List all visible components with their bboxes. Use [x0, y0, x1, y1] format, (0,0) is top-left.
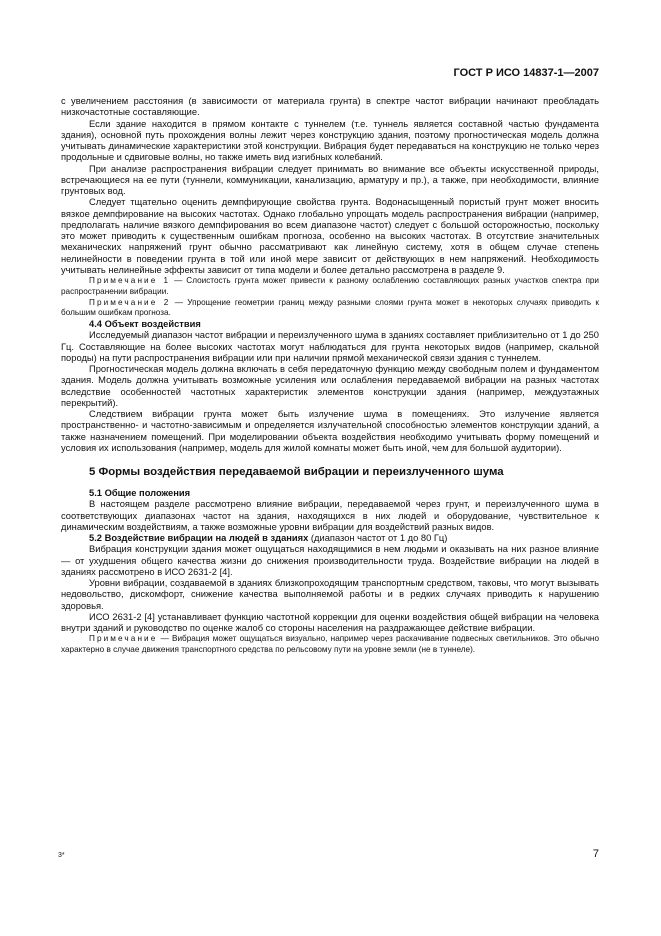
paragraph: Вибрация конструкции здания может ощущаться находящимися в нем людьми и оказывать на них разное влияние — от ухудшения общего качества жизни до снижения производительности труда. Воздействие вибрации на людей в зданиях рассмотрено в ИСО 2631-2 [4]. [61, 544, 599, 577]
paragraph: Если здание находится в прямом контакте с туннелем (т.е. туннель является составной частью фундамента здания), основной путь прохождения волны лежит через конструкцию здания, поэтому прогностическая модель должна учитывать динамические характеристики этой конструкции. Вибрация будет передаваться на конструкцию не только через продольные и сдвиговые волны, но также иметь вид изгибных колебаний. [61, 118, 599, 163]
paragraph: Прогностическая модель должна включать в себя передаточную функцию между свободным полем и фундаментом здания. Модель должна учитывать возможные усиления или ослабления передаваемой вибрации на разных частотах вследствие особенностей частотных характеристик элементов конструкции здания (например, междуэтажных перекрытий). [61, 364, 599, 408]
note-text: — Вибрация может ощущаться визуально, например через раскачивание подвесных светильников. Это обычно характерно в случае движения транспортного средства по рельсовому пути на уровне земли (не в туннеле). [61, 634, 599, 655]
document-id-header: ГОСТ Р ИСО 14837-1—2007 [453, 67, 599, 79]
sheet-mark: 3* [58, 852, 65, 859]
subsection-heading: 4.4 Объект воздействия [89, 319, 201, 330]
note-text: — Упрощение геометрии границ между разными слоями грунта может в некоторых случаях приводить к большим ошибкам прогноза. [61, 297, 599, 318]
note-label: Примечание 1 [89, 276, 171, 285]
note [61, 276, 599, 298]
paragraph: Следует тщательно оценить демпфирующие свойства грунта. Водонасыщенный пористый грунт может вносить вязкое демпфирование на высоких частотах. Однако глобально упрощать модель распространения вибрации (например, предполагать наличие вязкого демпфирования во всем диапазоне частот) следует с большой осторожностью, поскольку это может приводить к существенным ошибкам прогноза, особенно на высоких частотах. В отсутствие значительных механических напряжений грунт обычно рассматривают как линейную систему, хотя в общем случае степень нелинейности в поведении грунта в той или иной мере зависит от действующих в нем напряжений. Необходимость учитывать нелинейные эффекты зависит от типа модели и более детально рассмотрена в разделе 9. [61, 197, 599, 275]
subsection-heading-inline [61, 533, 599, 544]
note-label: Примечание 2 [89, 297, 171, 307]
document-body [61, 96, 599, 656]
subsection-heading-rest: (диапазон частот от 1 до 80 Гц) [308, 533, 448, 544]
paragraph: При анализе распространения вибрации следует принимать во внимание все объекты искусственной природы, встречающиеся на ее пути (туннели, коммуникации, канализацию, арматуру и пр.), а также, при необходимости, влияние грунтовых вод. [61, 163, 599, 196]
subsection-heading-bold: 5.2 Воздействие вибрации на людей в зданиях [89, 533, 309, 544]
section-heading: 5 Формы воздействия передаваемой вибрации и переизлученного шума [89, 466, 504, 479]
note [61, 634, 599, 656]
note-label: Примечание [89, 634, 158, 644]
paragraph: В настоящем разделе рассмотрено влияние вибрации, передаваемой через грунт, и переизлученного шума в соответствующих диапазонах частот на здания, находящихся в них людей и оборудование, чувствительное к динамическим воздействиям, а также возможные уровни вибрации для воздействий разных видов. [61, 499, 599, 532]
paragraph: Исследуемый диапазон частот вибрации и переизлученного шума в зданиях составляет приблизительно от 1 до 250 Гц. Составляющие на более высоких частотах могут наблюдаться для грунта некоторых видов (например, скальной породы) на пути распространения вибрации или при наличии прямой механической связи здания с туннелем. [61, 330, 599, 363]
paragraph: Уровни вибрации, создаваемой в зданиях близкопроходящим транспортным средством, таковы, что могут вызывать недовольство, дискомфорт, снижение качества выполняемой работы и в редких случаях приводить к нарушению здоровья. [61, 578, 599, 611]
paragraph: ИСО 2631-2 [4] устанавливает функцию частотной коррекции для оценки воздействия общей вибрации на человека внутри зданий и руководство по оценке жалоб со стороны населения на раздражающее действие вибрации. [61, 611, 599, 634]
page-number: 7 [592, 848, 599, 860]
note-text: — Слоистость грунта может привести к разному ослаблению составляющих разных участков спектра при распространении вибрации. [61, 276, 599, 296]
paragraph: с увеличением расстояния (в зависимости от материала грунта) в спектре частот вибрации начинают преобладать низкочастотные составляющие. [61, 96, 599, 118]
paragraph: Следствием вибрации грунта может быть излучение шума в помещениях. Это излучение является пространственно- и частотно-зависимым и определяется излучательной способностью элементов конструкции зданий, а также назначением помещений. При моделировании объекта воздействия необходимо учитывать форму помещений и условия их использования (например, модель для жилой комнаты может быть иной, чем для большой аудитории). [61, 409, 599, 453]
note [61, 298, 599, 320]
subsection-heading: 5.1 Общие положения [89, 488, 191, 499]
